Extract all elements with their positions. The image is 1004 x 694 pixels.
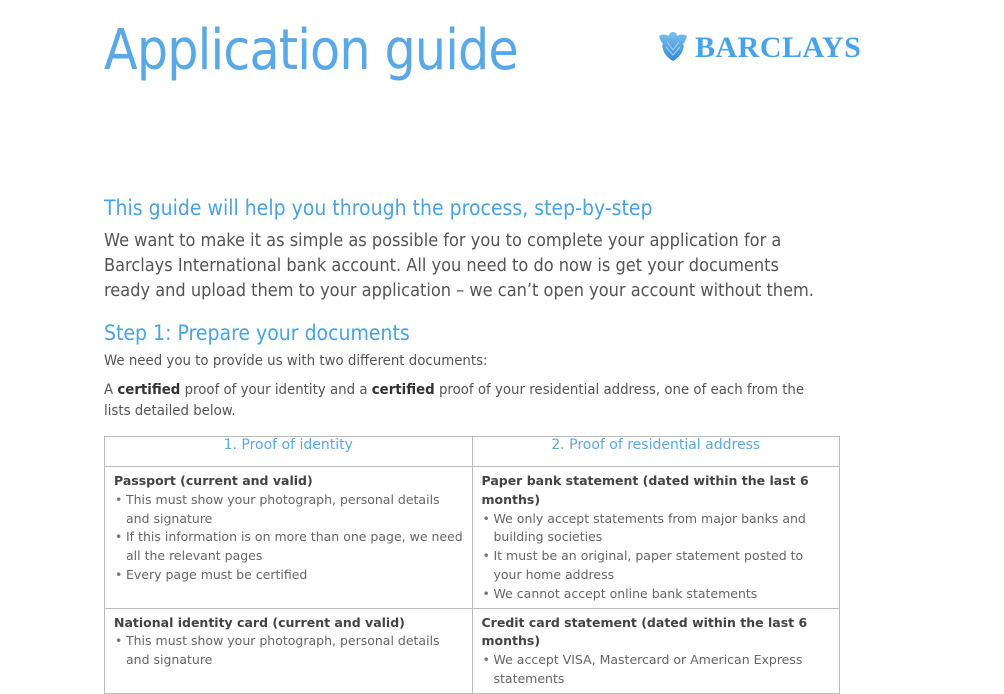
table-cell xyxy=(105,608,473,693)
eagle-icon xyxy=(657,30,689,66)
documents-table xyxy=(104,436,840,694)
step1-heading: Step 1: Prepare your documents xyxy=(104,321,410,345)
column-proof-of-address: 2. Proof of residential address xyxy=(472,437,840,467)
list-item: • This must show your photograph, personal details and signature xyxy=(114,632,464,670)
document-title: Paper bank statement (dated within the last 6 months) xyxy=(481,473,809,507)
list-item: • Every page must be certified xyxy=(114,566,464,585)
intro-heading: This guide will help you through the process, step-by-step xyxy=(104,196,653,220)
barclays-logo xyxy=(657,30,861,66)
table-row xyxy=(105,467,840,609)
document-title: Passport (current and valid) xyxy=(114,473,313,488)
column-proof-of-identity: 1. Proof of identity xyxy=(105,437,473,467)
list-item: • If this information is on more than one page, we need all the relevant pages xyxy=(114,528,464,566)
list-item: • We only accept statements from major banks and building societies xyxy=(482,510,832,548)
list-item: • We cannot accept online bank statements xyxy=(482,585,832,604)
table-row xyxy=(105,608,840,693)
document-title: Credit card statement (dated within the last 6 months) xyxy=(481,614,808,649)
step1-line1: We need you to provide us with two different documents: xyxy=(104,353,488,369)
list-item: • This must show your photograph, personal details and signature xyxy=(114,491,464,529)
step1-line2: A certified proof of your identity and a certified proof of your residential address, one of each from the lists detailed below. xyxy=(104,382,805,419)
table-cell xyxy=(472,467,840,609)
intro-body: We want to make it as simple as possible for you to complete your application for a Barclays International bank account. All you need to do now is get your documents ready and upload them to your application – we can’t open your account without them. xyxy=(104,230,814,301)
list-item: • We accept VISA, Mastercard or American Express statements xyxy=(482,651,832,689)
table-cell xyxy=(472,608,840,693)
table-cell xyxy=(105,467,473,609)
list-item: • It must be an original, paper statement posted to your home address xyxy=(482,547,832,585)
logo-text: BARCLAYS xyxy=(695,31,862,64)
document-title: National identity card (current and valid) xyxy=(114,614,405,630)
page-title: Application guide xyxy=(104,18,518,83)
